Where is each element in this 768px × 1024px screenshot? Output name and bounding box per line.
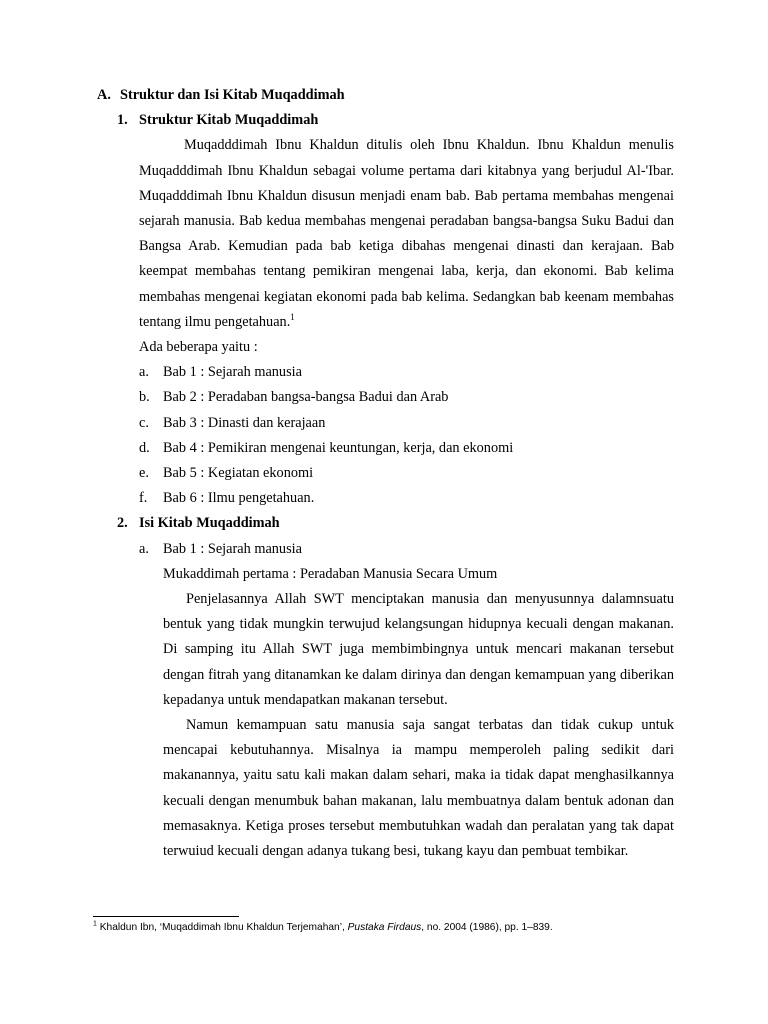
structure-paragraph-text: Muqadddimah Ibnu Khaldun ditulis oleh Ibnu Khaldun. Ibnu Khaldun menulis Muqadddimah Ibnu Khaldun sebagai volume pertama dari kitabnya yang berjudul Al-'Ibar. Muqadddimah Ibnu Khaldun disusun menjadi enam bab. Bab pertama membahas mengenai sejarah manusia. Bab kedua membahas mengenai peradaban bangsa-bangsa Suku Badui dan Bangsa Arab. Kemudian pada bab ketiga dibahas mengenai dinasti dan kerajaan. Bab keempat membahas tentang pemikiran mengenai laba, kerja, dan ekonomi. Bab kelima membahas mengenai kegiatan ekonomi pada bab kelima. Sedangkan bab keenam membahas tentang ilmu pengetahuan.	[139, 137, 674, 330]
list-item-text: Bab 4 : Pemikiran mengenai keuntungan, kerja, dan ekonomi	[163, 439, 514, 456]
list-item	[139, 537, 768, 562]
section-a-heading	[97, 83, 768, 108]
list-item-text: Bab 2 : Peradaban bangsa-bangsa Badui dan Arab	[163, 389, 449, 406]
body-paragraph-1: Penjelasannya Allah SWT menciptakan manusia dan menyusunnya dalamnsuatu bentuk yang tidak mungkin terwujud kelangsungan hidupnya kecuali dengan makanan. Di samping itu Allah SWT juga membimbingnya untuk mencari makanan tersebut dengan fitrah yang ditanamkan ke dalam dirinya dan dengan kemampuan yang diberikan kepadanya untuk mendapatkan makanan tersebut.	[163, 591, 674, 708]
footnote-text-after: , no. 2004 (1986), pp. 1–839.	[421, 922, 553, 933]
footnote	[93, 920, 713, 936]
list-item-label: e.	[139, 465, 149, 482]
structure-paragraph	[139, 133, 674, 335]
footnote-source: Pustaka Firdaus	[347, 922, 422, 933]
list-item-label: a.	[139, 364, 149, 381]
list-item-label: c.	[139, 414, 149, 431]
list-item	[139, 411, 768, 436]
subsection-2-title: Isi Kitab Muqaddimah	[139, 515, 280, 532]
footnote-separator	[93, 916, 239, 917]
section-a-title: Struktur dan Isi Kitab Muqaddimah	[120, 87, 345, 103]
list-item	[139, 436, 768, 461]
list-item	[139, 385, 768, 410]
footnote-number: 1	[93, 920, 97, 928]
list-item-label: b.	[139, 389, 150, 406]
mukaddimah-subtitle: Mukaddimah pertama : Peradaban Manusia Secara Umum	[163, 565, 498, 582]
list-item-text: Bab 1 : Sejarah manusia	[163, 364, 302, 381]
list-item-label: a.	[139, 540, 149, 557]
chapter-list	[0, 360, 768, 511]
list-item-label: d.	[139, 439, 150, 456]
footnote-reference: 1	[290, 312, 295, 323]
footnote-text-before: Khaldun Ibn, ‘Muqaddimah Ibnu Khaldun Terjemahan’,	[99, 922, 348, 933]
section-a-label: A.	[97, 87, 111, 103]
subsection-1-label: 1.	[117, 112, 128, 129]
list-item-text: Bab 5 : Kegiatan ekonomi	[163, 465, 314, 482]
subsection-1-heading	[117, 108, 768, 133]
subsection-2-heading	[117, 511, 768, 536]
body-paragraph-2: Namun kemampuan satu manusia saja sangat terbatas dan tidak cukup untuk mencapai kebutuhannya. Misalnya ia mampu memperoleh paling sedikit dari makanannya, yaitu satu kali makan dalam sehari, maka ia tidak dapat menghasilkannya kecuali dengan menumbuk bahan makanan, lalu membuatnya dalam bentuk adonan dan memasaknya. Ketiga proses tersebut membutuhkan wadah dan peralatan yang tak dapat terwuiud kecuali dengan adanya tukang besi, tukang kayu dan pembuat tembikar.	[163, 717, 674, 860]
list-item	[139, 486, 768, 511]
subsection-1-title: Struktur Kitab Muqaddimah	[139, 112, 319, 129]
document-body	[0, 83, 768, 864]
subsection-2-label: 2.	[117, 515, 128, 532]
list-item	[139, 360, 768, 385]
list-item-text: Bab 1 : Sejarah manusia	[163, 540, 302, 557]
chapter-list-intro: Ada beberapa yaitu :	[139, 339, 258, 356]
list-item-label: f.	[139, 490, 148, 507]
list-item	[139, 461, 768, 486]
list-item-text: Bab 3 : Dinasti dan kerajaan	[163, 414, 326, 431]
list-item-text: Bab 6 : Ilmu pengetahuan.	[163, 490, 315, 507]
